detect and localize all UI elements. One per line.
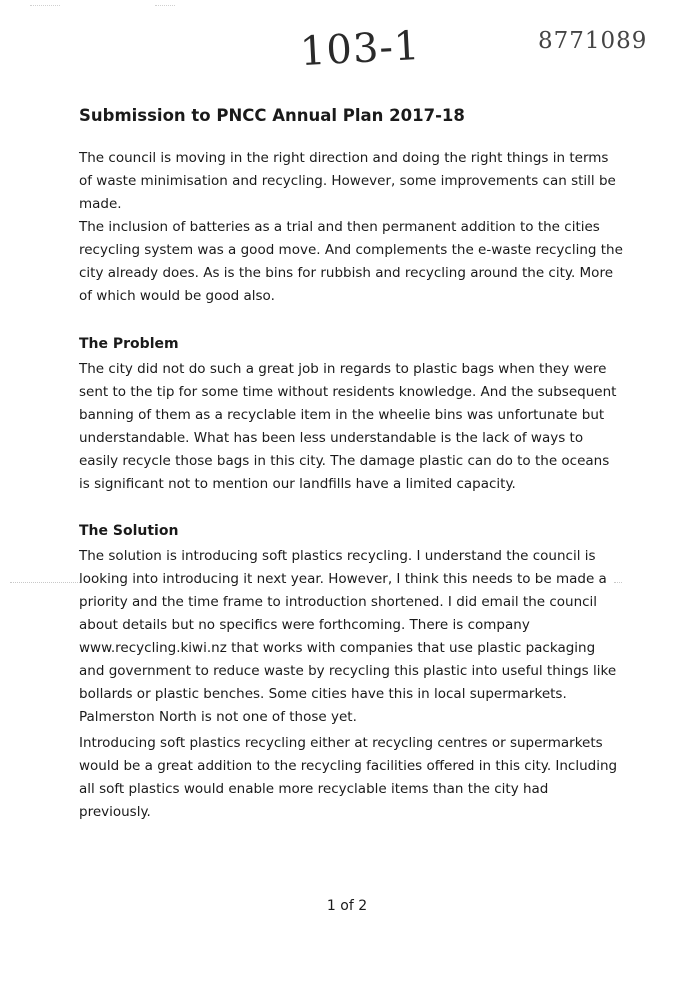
scan-artifact: [614, 582, 622, 583]
section-body-problem: The city did not do such a great job in regards to plastic bags when they were sent to the tip for some time without residents knowledge. And the subsequent banning of them as a recyclable item in the wheelie bins was unfortunate but understandable. What has been less understandable is the lack of ways to easily recycle those bags in this city. The damage plastic can do to the oceans is significant not to mention our landfills have a limited capacity.: [79, 361, 617, 492]
intro-paragraph-1: The council is moving in the right direction and doing the right things in terms of waste minimisation and recycling. However, some improvements can still be made.: [79, 150, 616, 212]
handwritten-number: 8771089: [538, 28, 648, 54]
intro-paragraph-2: The inclusion of batteries as a trial and then permanent addition to the cities recycling system was a good move. And complements the e-waste recycling the city already does. As is the bins for rubbish and recycling around the city. More of which would be good also.: [79, 219, 623, 304]
scan-artifact: [10, 582, 80, 583]
section-followup-solution: Introducing soft plastics recycling either at recycling centres or supermarkets would be a great addition to the recycling facilities offered in this city. Including all soft plastics would enable more recyclable items than the city had previously.: [79, 735, 618, 820]
section-heading-problem: The Problem: [79, 336, 179, 352]
scan-artifact: [155, 5, 175, 6]
scan-artifact: [30, 5, 60, 6]
document-title: Submission to PNCC Annual Plan 2017-18: [79, 106, 465, 126]
page-number: 1 of 2: [326, 898, 368, 914]
section-body-solution: The solution is introducing soft plastics recycling. I understand the council is looking into introducing it next year. However, I think this needs to be made a priority and the time frame to introduction shortened. I did email the council about details but no specifics were forthcoming. There is company www.recycling.kiwi.nz that works with companies that use plastic packaging and government to reduce waste by recycling this plastic into useful things like bollards or plastic benches. Some cities have this in local supermarkets. Palmerston North is not one of those yet.: [79, 548, 617, 725]
section-heading-solution: The Solution: [79, 523, 179, 539]
handwritten-reference: 103-1: [298, 22, 422, 76]
